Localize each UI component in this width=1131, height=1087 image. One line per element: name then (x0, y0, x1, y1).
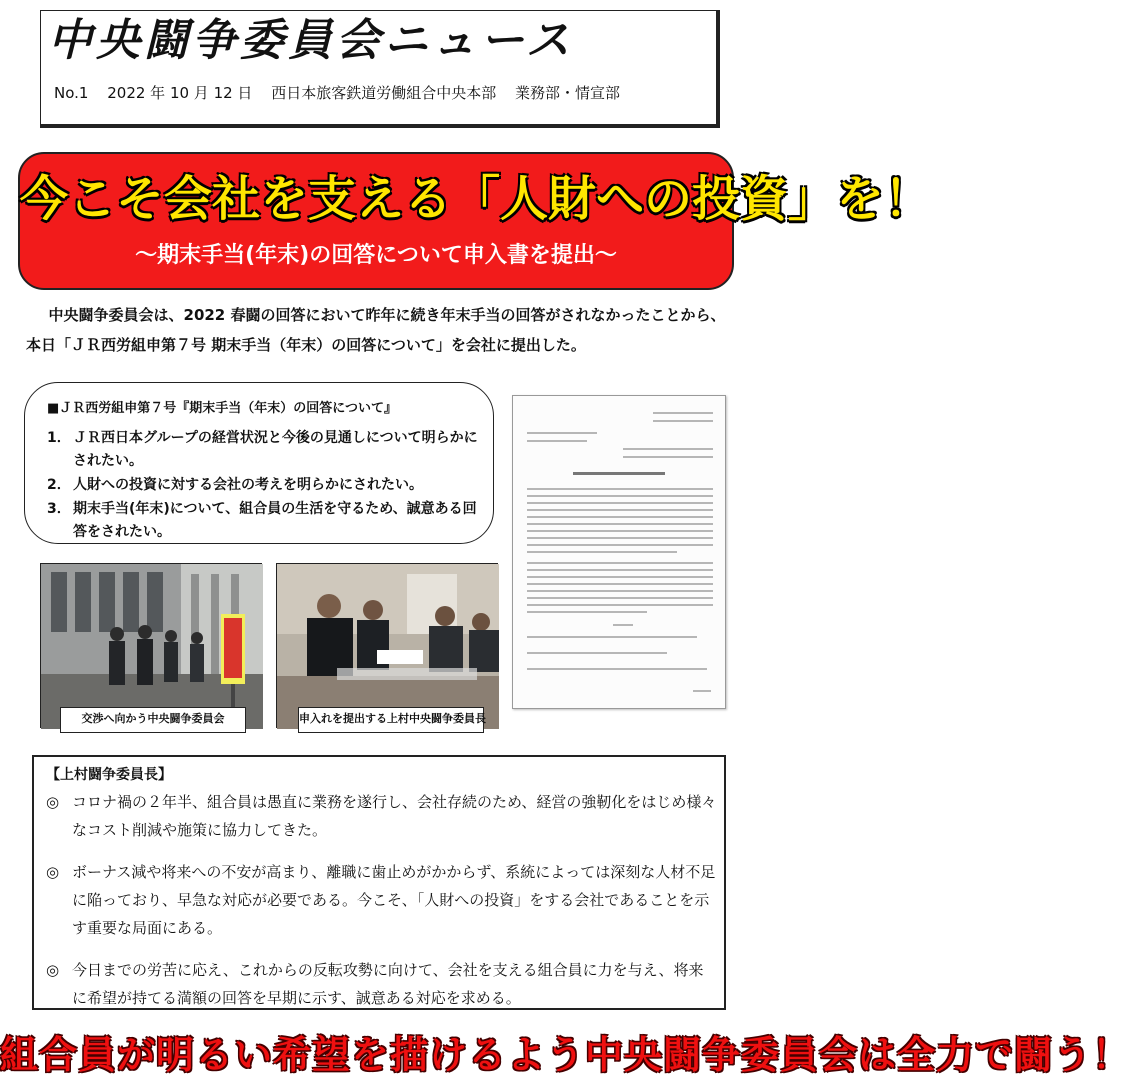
bullet-marker: ◎ (46, 961, 60, 979)
list-item (47, 474, 487, 497)
item-text: ＪＲ西日本グループの経営状況と今後の見通しについて明らかにされたい。 (73, 430, 478, 469)
list-item (47, 498, 487, 544)
photo-caption-2: 申入れを提出する上村中央闘争委員長 (298, 707, 484, 733)
publisher: 西日本旅客鉄道労働組合中央本部 (271, 84, 497, 102)
statement-text: ボーナス減や将来への不安が高まり、離職に歯止めがかからず、系統によっては深刻な人材不足に陥っており、早急な対応が必要である。今こそ、「人財への投資」をする会社であることを示す重要な局面にある。 (72, 863, 716, 937)
photo-walking-to-negotiation (40, 563, 262, 728)
issue-date: 2022 年 10 月 12 日 (107, 84, 253, 102)
headline-banner (18, 152, 933, 290)
demands-title: ■ＪＲ西労組申第７号『期末手当（年末）の回答について』 (47, 401, 398, 416)
demands-list (47, 427, 487, 545)
statement-text: 今日までの労苦に応え、これからの反転攻勢に向けて、会社を支える組合員に力を与え、将来に希望が持てる満額の回答を早期に示す、誠意ある対応を求める。 (72, 961, 704, 1007)
bullet-marker: ◎ (46, 793, 60, 811)
closing-slogan: 組合員が明るい希望を描けるよう中央闘争委員会は全力で闘う！ (0, 1033, 1131, 1077)
statement-text: コロナ禍の２年半、組合員は愚直に業務を遂行し、会社存続のため、経営の強靭化をはじめ様々なコスト削減や施策に協力してきた。 (72, 793, 717, 839)
issue-number: No.1 (54, 84, 89, 102)
departments: 業務部・情宣部 (515, 84, 621, 102)
list-item (46, 956, 718, 1012)
item-number: 2． (47, 477, 71, 493)
photo-caption-1: 交渉へ向かう中央闘争委員会 (60, 707, 246, 733)
chairman-title: 【上村闘争委員長】 (46, 767, 172, 783)
list-item (46, 788, 718, 844)
intro-paragraph: 中央闘争委員会は、2022 春闘の回答において昨年に続き年末手当の回答がされなかったことから、本日「ＪＲ西労組申第７号 期末手当（年末）の回答について」を会社に提出した。 (26, 306, 726, 354)
photo-scene-walking (41, 564, 263, 729)
chairman-statements (46, 788, 718, 1026)
newsletter-title: 中央闘争委員会ニュース (48, 15, 574, 66)
list-item (47, 427, 487, 473)
headline: 今こそ会社を支える「人財への投資」を！ (20, 171, 933, 227)
submitted-letter-image (512, 395, 726, 709)
item-text: 期末手当(年末)について、組合員の生活を守るため、誠意ある回答をされたい。 (73, 501, 477, 540)
item-number: 1． (47, 430, 71, 446)
item-number: 3． (47, 501, 71, 517)
photo-scene-submission (277, 564, 499, 729)
photo-submitting-letter (276, 563, 498, 728)
item-text: 人財への投資に対する会社の考えを明らかにされたい。 (73, 477, 423, 493)
list-item (46, 858, 718, 942)
issue-meta (54, 82, 634, 103)
subheadline: ～期末手当(年末)の回答について申入書を提出～ (135, 243, 617, 268)
demands-box (24, 382, 494, 544)
bullet-marker: ◎ (46, 863, 60, 881)
